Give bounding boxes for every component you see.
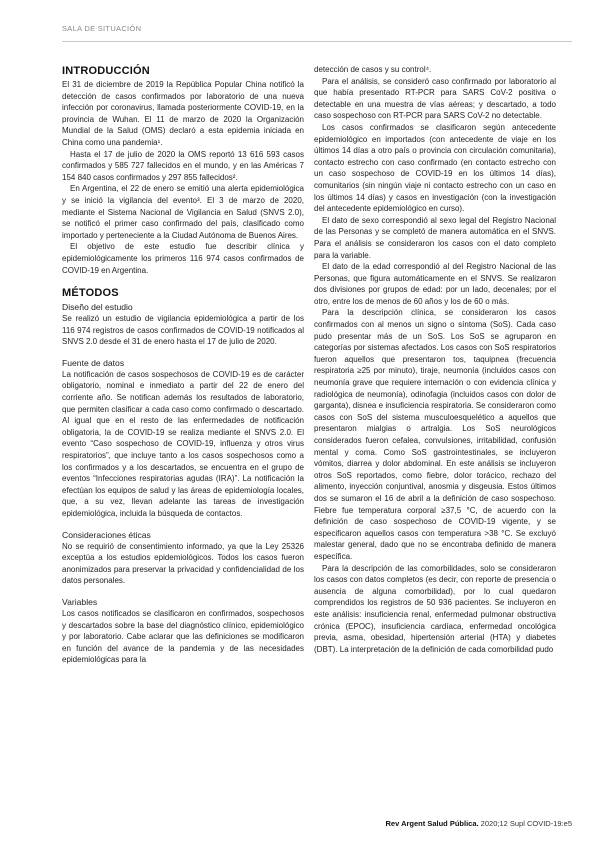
data-sources-paragraph: La notificación de casos sospechosos de COVID-19 es de carácter obligatorio, nominal e inmediato a partir del 22 de enero del corriente año. Se notifican además los resultados de laboratorio, que permiten clasificar a cada caso como confirmado o descartado. Al igual que en el resto de las enfermedades de notificación obligatoria, la de COVID-19 se realiza mediante el SNVS 2.0. El evento “Caso sospechoso de COVID-19, influenza y otros virus respiratorios”, que incluye tanto a los casos sospechosos como a los confirmados y a los descartados, se encuentra en el grupo de eventos “Infecciones respiratorias agudas (IRA)”. La notificación la efectúan los equipos de salud y las áreas de epidemiología locales, que, a su vez, llevan adelante las tareas de investigación epidemiológica, incluida la búsqueda de contactos.	[62, 369, 304, 518]
ethics-paragraph: No se requirió de consentimiento informado, ya que la Ley 25326 exceptúa a los estudios epidemiológicos. Todos los casos fueron anonimizados para preservar la privacidad y confidencialidad de los datos personales.	[62, 541, 304, 586]
journal-name: Rev Argent Salud Pública.	[385, 819, 479, 828]
intro-paragraph-2: Hasta el 17 de julio de 2020 la OMS reportó 13 616 593 casos confirmados y 585 727 fallecidos en el mundo, y en las Américas 7 154 840 casos confirmados y 297 855 fallecidos².	[62, 149, 304, 182]
lab-confirmation-paragraph: Para el análisis, se consideró caso confirmado por laboratorio al que había presentado RT-PCR para SARS CoV-2 positiva o detectable en una muestra de vías aéreas; y descartado, a todo caso sospechoso con RT-PCR para SARS CoV-2 no detectable.	[314, 76, 556, 121]
intro-paragraph-4: El objetivo de este estudio fue describir clínica y epidemiológicamente los primeros 116 974 casos confirmados de COVID-19 en Argentina.	[62, 242, 304, 275]
clinical-description-paragraph: Para la descripción clínica, se consideraron los casos confirmados con al menos un signo o síntoma (SoS). Cada caso pudo presentar más de un SoS. Los SoS se agruparon en categorías por sistemas afectados. Los casos con SoS respiratorios fueron aquellos que presentaron tos, taquipnea (frecuencia respiratoria ≥25 por minuto), tiraje, neumonía (incluidos casos con neumonía grave que requiere internación o con evidencia clínica y radiológica de neumonía), odinofagia (incluidos casos con dolor de garganta), disnea e insuficiencia respiratoria. Se consideraron como casos con SoS del sistema musculoesquelético a aquellos que presentaron mialgias o artralgia. Los SoS neurológicos considerados fueron cefalea, convulsiones, irritabilidad, confusión mental y coma. Como SoS gastrointestinales, se incluyeron vómitos, diarrea y dolor abdominal. En este análisis se incluyeron otros SoS reportados, como fiebre, dolor torácico, rechazo del alimento, inyección conjuntival, anosmia y disgeusia. Estos últimos dos se sumaron el 16 de abril a la definición de caso sospechoso. Fiebre fue temperatura corporal ≥37,5 °C, de acuerdo con la definición de caso sospechoso de COVID-19 vigente, y se especificaron aquellos casos con temperatura >38 °C. Se excluyó malestar general, dado que no se encontraba definido de manera específica.	[314, 308, 556, 561]
right-paragraph-0: detección de casos y su control⁴.	[314, 65, 432, 74]
study-design-subheading: Diseño del estudio	[62, 302, 133, 313]
study-design-paragraph: Se realizó un estudio de vigilancia epidemiológica a partir de los 116 974 registros de casos confirmados de COVID-19 notificados al SNVS 2.0 desde el 31 de enero hasta el 17 de julio de 2020.	[62, 314, 304, 347]
citation-info: 2020;12 Supl COVID-19:e5	[478, 819, 572, 828]
right-column	[314, 64, 556, 655]
variables-subheading: Variables	[62, 596, 98, 607]
introduction-heading: INTRODUCCIÓN	[62, 65, 150, 77]
header-divider	[62, 41, 572, 42]
left-column	[62, 64, 304, 666]
age-variable-paragraph: El dato de la edad correspondió al del Registro Nacional de las Personas, que figura automáticamente en el SNVS. Se realizaron dos divisiones por grupos de edad: por un lado, decenales; por el otro, entre los de menos de 60 años y los de 60 o más.	[314, 262, 556, 306]
sex-variable-paragraph: El dato de sexo correspondió al sexo legal del Registro Nacional de las Personas y se completó de manera automática en el SNVS. Para el análisis se consideraron los casos con el dato completo para la variable.	[314, 215, 556, 260]
ethics-subheading: Consideraciones éticas	[62, 529, 151, 540]
page-footer	[386, 819, 572, 828]
variables-paragraph: Los casos notificados se clasificaron en confirmados, sospechosos y descartados sobre la base del diagnóstico clínico, epidemiológico y por laboratorio. Cabe aclarar que las definiciones se modificaron en función del avance de la pandemia y de las necesidades epidemiológicas para la	[62, 608, 304, 665]
methods-heading: MÉTODOS	[62, 287, 119, 300]
epidemiological-classification-paragraph: Los casos confirmados se clasificaron según antecedente epidemiológico en importados (con antecedente de viaje en los últimos 14 días a otro país o provincia con circulación comunitaria), contacto estrecho con caso confirmado (en contacto estrecho con un caso sospechoso de COVID-19 en los últimos 14 días), comunitarios (sin ningún viaje ni contacto estrecho con un caso en los últimos 14 días) y casos en investigación (con la investigación del antecedente epidemiológico en curso).	[314, 122, 556, 214]
intro-paragraph-3: En Argentina, el 22 de enero se emitió una alerta epidemiológica y se inició la vigilancia del evento³. El 3 de marzo de 2020, mediante el Sistema Nacional de Vigilancia en Salud (SNVS 2.0), se notificó el primer caso confirmado del país, clasificado como importado y perteneciente a la Ciudad Autónoma de Buenos Aires.	[62, 184, 304, 240]
data-sources-subheading: Fuente de datos	[62, 357, 125, 368]
running-head-section: SALA DE SITUACIÓN	[62, 24, 142, 33]
intro-paragraph-1: El 31 de diciembre de 2019 la República Popular China notificó la detección de casos confirmados por laboratorio de una nueva infección por coronavirus, llamada posteriormente COVID-19, en la provincia de Wuhan. El 11 de marzo de 2020 la Organización Mundial de la Salud (OMS) declaró a esta epidemia iniciada en China como una pandemia¹.	[62, 80, 304, 147]
comorbidities-paragraph: Para la descripción de las comorbilidades, solo se consideraron los casos con datos completos (es decir, con reporte de presencia o ausencia de alguna comorbilidad), por lo cual quedaron comprendidos los registros de 50 936 pacientes. Se incluyeron en este análisis: insuficiencia renal, enfermedad pulmonar obstructiva crónica (EPOC), insuficiencia cardíaca, enfermedad oncológica previa, asma, obesidad, hipertensión arterial (HTA) y diabetes (DBT). La interpretación de la definición de cada comorbilidad pudo	[314, 563, 556, 654]
